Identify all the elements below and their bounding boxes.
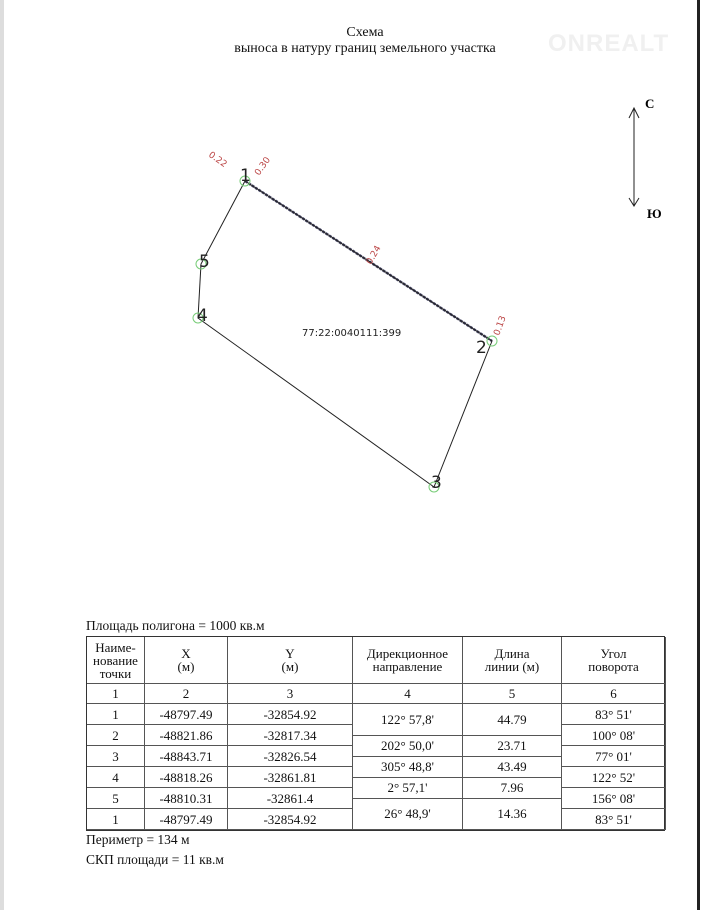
table-header: Y (м) <box>228 637 353 684</box>
point-label-3: 3 <box>431 473 442 493</box>
y-coordinate: -32861.4 <box>228 788 353 809</box>
line-length: 43.49 <box>463 757 562 778</box>
x-coordinate: -48843.71 <box>145 746 228 767</box>
point-label-1: 1 <box>240 166 251 186</box>
perimeter-text: Периметр = 134 м <box>86 832 190 847</box>
line-length: 7.96 <box>463 778 562 799</box>
column-number: 3 <box>228 684 353 704</box>
turn-angle: 122° 52' <box>562 767 666 788</box>
column-number: 2 <box>145 684 228 704</box>
point-name: 2 <box>87 725 145 746</box>
error-label: 0.22 <box>206 150 229 170</box>
x-coordinate: -48810.31 <box>145 788 228 809</box>
direction-angle: 26° 48,9' <box>353 799 463 831</box>
north-label: С <box>645 96 655 111</box>
cadastral-number: 77:22:0040111:399 <box>302 328 402 339</box>
point-label-2: 2 <box>476 338 487 358</box>
point-label-5: 5 <box>199 252 210 272</box>
y-coordinate: -32854.92 <box>228 809 353 830</box>
table-header: Длина линии (м) <box>463 637 562 684</box>
point-name: 4 <box>87 767 145 788</box>
skp-text: СКП площади = 11 кв.м <box>86 852 224 867</box>
table-header: Дирекционное направление <box>353 637 463 684</box>
direction-angle: 122° 57,8' <box>353 704 463 736</box>
y-coordinate: -32854.92 <box>228 704 353 725</box>
title: Схема <box>346 25 384 40</box>
x-coordinate: -48797.49 <box>145 704 228 725</box>
turn-angle: 156° 08' <box>562 788 666 809</box>
table-header: Угол поворота <box>562 637 666 684</box>
direction-angle: 202° 50,0' <box>353 736 463 757</box>
point-label-4: 4 <box>197 306 208 326</box>
coordinates-table <box>86 636 665 831</box>
column-number: 5 <box>463 684 562 704</box>
column-number: 6 <box>562 684 666 704</box>
north-arrow <box>629 108 639 206</box>
turn-angle: 100° 08' <box>562 725 666 746</box>
y-coordinate: -32861.81 <box>228 767 353 788</box>
y-coordinate: -32817.34 <box>228 725 353 746</box>
turn-angle: 77° 01' <box>562 746 666 767</box>
error-label: 0.13 <box>492 314 509 338</box>
column-number: 4 <box>353 684 463 704</box>
x-coordinate: -48821.86 <box>145 725 228 746</box>
table-header: Наиме- нование точки <box>87 637 145 684</box>
point-name: 3 <box>87 746 145 767</box>
point-name: 5 <box>87 788 145 809</box>
y-coordinate: -32826.54 <box>228 746 353 767</box>
turn-angle: 83° 51' <box>562 809 666 830</box>
line-length: 14.36 <box>463 799 562 831</box>
x-coordinate: -48818.26 <box>145 767 228 788</box>
subtitle: выноса в натуру границ земельного участка <box>234 41 496 56</box>
point-name: 1 <box>87 704 145 725</box>
direction-angle: 305° 48,8' <box>353 757 463 778</box>
point-name: 1 <box>87 809 145 830</box>
line-length: 23.71 <box>463 736 562 757</box>
x-coordinate: -48797.49 <box>145 809 228 830</box>
turn-angle: 83° 51' <box>562 704 666 725</box>
error-label: 0.24 <box>364 244 384 267</box>
area-text: Площадь полигона = 1000 кв.м <box>86 618 265 633</box>
line-length: 44.79 <box>463 704 562 736</box>
table-header: X (м) <box>145 637 228 684</box>
watermark: ONREALT <box>548 30 670 57</box>
error-label: 0.30 <box>253 155 273 178</box>
direction-angle: 2° 57,1' <box>353 778 463 799</box>
column-number: 1 <box>87 684 145 704</box>
south-label: Ю <box>647 206 662 221</box>
